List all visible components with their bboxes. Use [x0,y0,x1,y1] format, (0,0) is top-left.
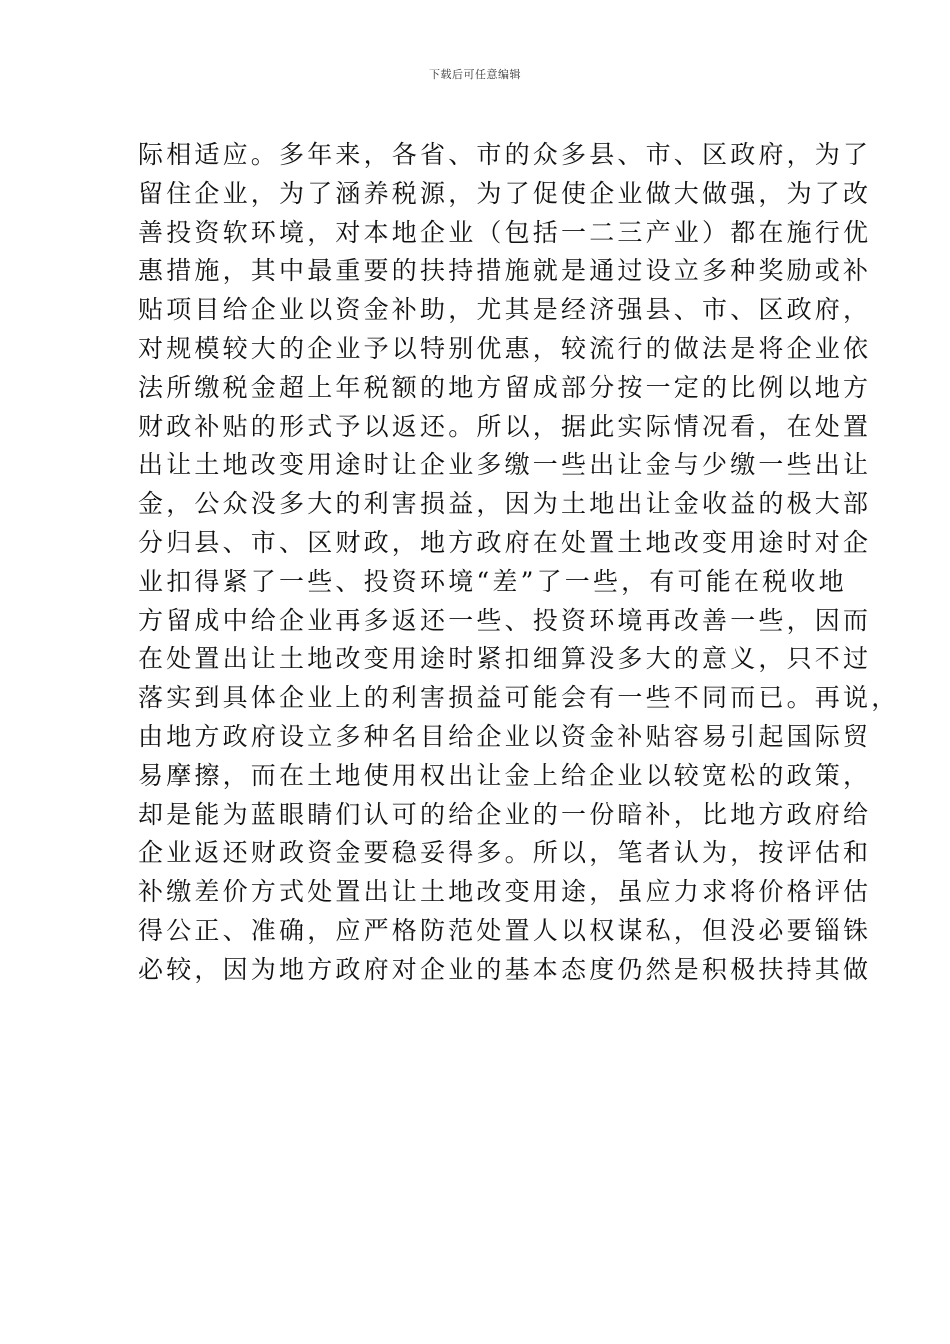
text-line: 贴项目给企业以资金补助，尤其是经济强县、市、区政府， [138,295,872,325]
text-line: 际相适应。多年来，各省、市的众多县、市、区政府，为了 [138,140,872,169]
text-line: 业扣得紧了一些、投资环境“差”了一些，有可能在税收地 [138,566,847,596]
text-line: 企业返还财政资金要稳妥得多。所以，笔者认为，按评估和 [138,838,872,868]
text-line: 财政补贴的形式予以返还。所以，据此实际情况看，在处置 [138,411,872,441]
text-line: 落实到具体企业上的利害损益可能会有一些不同而已。再说， [138,683,900,713]
text-line: 方留成中给企业再多返还一些、投资环境再改善一些，因而 [138,605,872,635]
text-line: 善投资软环境，对本地企业（包括一二三产业）都在施行优 [138,217,872,247]
text-line: 惠措施，其中最重要的扶持措施就是通过设立多种奖励或补 [138,256,872,286]
text-line: 出让土地改变用途时让企业多缴一些出让金与少缴一些出让 [138,450,872,480]
body-text [138,136,900,990]
text-line: 金，公众没多大的利害损益，因为土地出让金收益的极大部 [138,489,872,519]
text-line: 法所缴税金超上年税额的地方留成部分按一定的比例以地方 [138,372,872,402]
text-line: 易摩擦，而在土地使用权出让金上给企业以较宽松的政策， [138,760,872,790]
text-line: 留住企业，为了涵养税源，为了促使企业做大做强，为了改 [138,178,872,208]
page-header: 下载后可任意编辑 [429,68,521,81]
text-line: 得公正、准确，应严格防范处置人以权谋私，但没必要锱铢 [138,915,872,945]
text-line: 必较，因为地方政府对企业的基本态度仍然是积极扶持其做 [138,954,872,984]
text-line: 在处置出让土地改变用途时紧扣细算没多大的意义，只不过 [138,644,872,674]
text-line: 补缴差价方式处置出让土地改变用途，虽应力求将价格评估 [138,877,872,907]
text-line: 对规模较大的企业予以特别优惠，较流行的做法是将企业依 [138,333,872,363]
text-line: 分归县、市、区财政，地方政府在处置土地改变用途时对企 [138,527,872,557]
text-line: 却是能为蓝眼睛们认可的给企业的一份暗补，比地方政府给 [138,799,872,829]
text-line: 由地方政府设立多种名目给企业以资金补贴容易引起国际贸 [138,721,872,751]
